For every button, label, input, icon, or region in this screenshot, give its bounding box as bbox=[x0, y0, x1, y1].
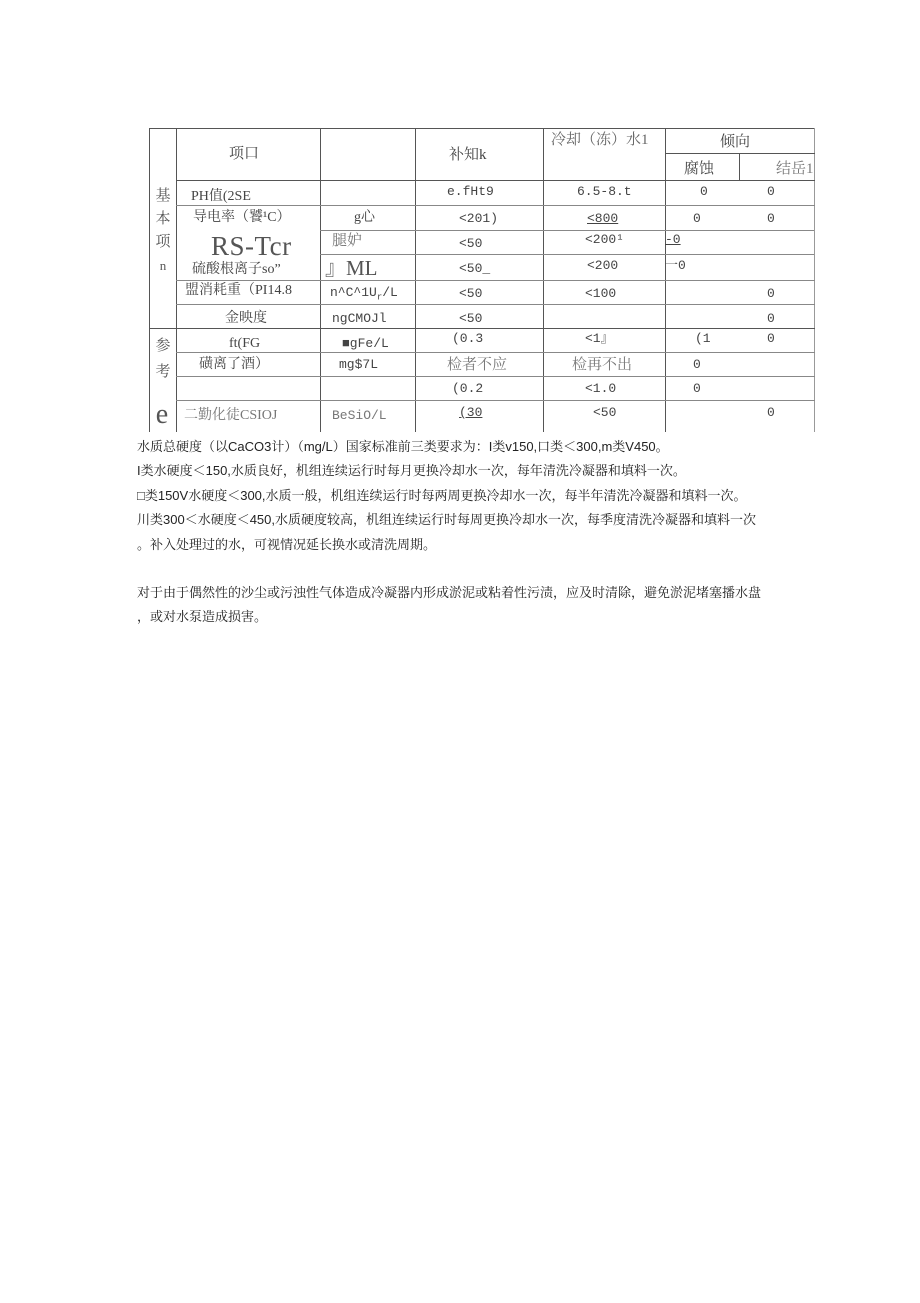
row4-makeup: <50_ bbox=[459, 261, 491, 276]
paragraph-hardness-standard: 水质总硬度（以CaCO3计）（mg/L）国家标准前三类要求为：I类v150,口类＜300,m类V450。 bbox=[137, 439, 669, 454]
row8-unit: mg$7L bbox=[339, 357, 379, 372]
row5-name: 盟消耗重（PI14.8 bbox=[185, 283, 292, 298]
row1-cooling: 6.5-8.t bbox=[577, 184, 632, 199]
row4-corrosion: 一0 bbox=[665, 258, 686, 273]
row9-corrosion: 0 bbox=[693, 381, 701, 396]
row8-makeup: 检者不应 bbox=[447, 357, 508, 373]
row7-cooling: <1』 bbox=[585, 331, 614, 346]
row3-unit: 腿妒 bbox=[332, 233, 363, 249]
row-sep-5 bbox=[176, 304, 815, 305]
row-sep-4 bbox=[176, 280, 815, 281]
row8-name: 磺离了酒） bbox=[199, 357, 269, 372]
row1-name: PH值(2SE bbox=[191, 189, 251, 204]
row9-cooling: <1.0 bbox=[585, 381, 617, 396]
paragraph-class-1: I类水硬度＜150,水质良好，机组连续运行时每月更换冷却水一次，每年清洗冷凝器和填料一次。 bbox=[137, 463, 686, 478]
row10-makeup: (30 bbox=[459, 405, 483, 420]
header-cooling: 冷却（冻）水1 bbox=[551, 132, 649, 148]
group-ref-char-2: 考 bbox=[155, 364, 171, 380]
header-scaling: 结岳1 bbox=[776, 161, 814, 177]
row2-makeup: <201) bbox=[459, 211, 499, 226]
row9-makeup: (0.2 bbox=[452, 381, 484, 396]
row3-name: RS-Tcr bbox=[211, 231, 292, 261]
row7-unit: ■gFe/L bbox=[342, 336, 389, 351]
row1-corrosion: 0 bbox=[700, 184, 708, 199]
row7-makeup: (0.3 bbox=[452, 331, 484, 346]
water-quality-table bbox=[149, 128, 815, 432]
row2-cooling: <800 bbox=[587, 211, 619, 226]
row5-makeup: <50 bbox=[459, 286, 483, 301]
row3-makeup: <50 bbox=[459, 236, 483, 251]
col-sep-scaling bbox=[739, 153, 740, 181]
row6-name: 金映度 bbox=[225, 311, 267, 326]
row-sep-1 bbox=[176, 205, 815, 206]
paragraph-class-3-cont: 。补入处理过的水，可视情况延长换水或清洗周期。 bbox=[137, 537, 437, 552]
row6-scaling: 0 bbox=[767, 311, 775, 326]
row5-unit bbox=[330, 285, 398, 306]
row6-unit: ngCMOJl bbox=[332, 311, 387, 326]
row2-name: 导电率（饕¹C） bbox=[193, 210, 291, 225]
row-sep-7 bbox=[176, 352, 815, 353]
row1-makeup: e.fHt9 bbox=[447, 184, 494, 199]
row8-corrosion: 0 bbox=[693, 357, 701, 372]
row4-unit: 』ML bbox=[325, 256, 378, 280]
row-sep-8 bbox=[176, 376, 815, 377]
row-sep-9 bbox=[176, 400, 815, 401]
row7-name: ft(FG bbox=[229, 336, 261, 351]
header-tendency: 倾向 bbox=[720, 134, 751, 150]
row3-corrosion: -0 bbox=[665, 232, 681, 247]
group-basic-char-3: 项 bbox=[155, 234, 171, 250]
row2-scaling: 0 bbox=[767, 211, 775, 226]
row2-unit: g心 bbox=[354, 210, 375, 225]
row-sep-6 bbox=[149, 328, 815, 329]
row5-unit-sub: r bbox=[376, 292, 383, 303]
row10-scaling: 0 bbox=[767, 405, 775, 420]
row10-name: 二勤化徒CSIOJ bbox=[184, 408, 278, 423]
paragraph-class-3: 川类300＜水硬度＜450,水质硬度较高，机组连续运行时每周更换冷却水一次，每季度清洗冷凝器和填料一次 bbox=[137, 512, 756, 527]
row7-corrosion: (1 bbox=[695, 331, 711, 346]
row-sep-2 bbox=[320, 230, 814, 231]
row-sep-header bbox=[176, 180, 815, 181]
row10-cooling: <50 bbox=[593, 405, 617, 420]
group-basic-char-2: 本 bbox=[155, 211, 171, 227]
row5-unit-main: n^C^1U bbox=[330, 285, 377, 300]
table-border-left bbox=[149, 128, 150, 432]
row10-unit: BeSiO/L bbox=[332, 408, 387, 423]
header-makeup: 补知k bbox=[449, 147, 487, 163]
row5-cooling: <100 bbox=[585, 286, 617, 301]
row-sep-tendency bbox=[665, 153, 815, 154]
group-basic-char-4: n bbox=[159, 258, 167, 273]
row5-scaling: 0 bbox=[767, 286, 775, 301]
paragraph-class-2: □类150V水硬度＜300,水质一般，机组连续运行时每两周更换冷却水一次，每半年清洗冷凝器和填料一次。 bbox=[137, 488, 747, 503]
row2-corrosion: 0 bbox=[693, 211, 701, 226]
group-basic-char-1: 基 bbox=[155, 188, 171, 204]
row-sep-3 bbox=[320, 254, 814, 255]
header-corrosion: 腐蚀 bbox=[684, 161, 715, 177]
paragraph-sludge: 对于由于偶然性的沙尘或污浊性气体造成冷凝器内形成淤泥或粘着性污渍，应及时清除，避免淤泥堵塞播水盘 bbox=[137, 585, 762, 600]
row4-name: 硫酸根离子so” bbox=[192, 262, 281, 277]
row1-scaling: 0 bbox=[767, 184, 775, 199]
row5-unit-tail: /L bbox=[382, 285, 398, 300]
group-ref-char-3: e bbox=[155, 399, 169, 430]
paragraph-sludge-cont: ，或对水泵造成损害。 bbox=[137, 609, 268, 624]
group-ref-char-1: 参 bbox=[155, 338, 171, 354]
row4-cooling: <200 bbox=[587, 258, 619, 273]
row6-makeup: <50 bbox=[459, 311, 483, 326]
row7-scaling: 0 bbox=[767, 331, 775, 346]
row3-cooling: <200¹ bbox=[585, 232, 625, 247]
header-item: 项口 bbox=[229, 146, 260, 162]
row8-cooling: 检再不出 bbox=[572, 357, 633, 373]
table-border-top bbox=[149, 128, 815, 129]
